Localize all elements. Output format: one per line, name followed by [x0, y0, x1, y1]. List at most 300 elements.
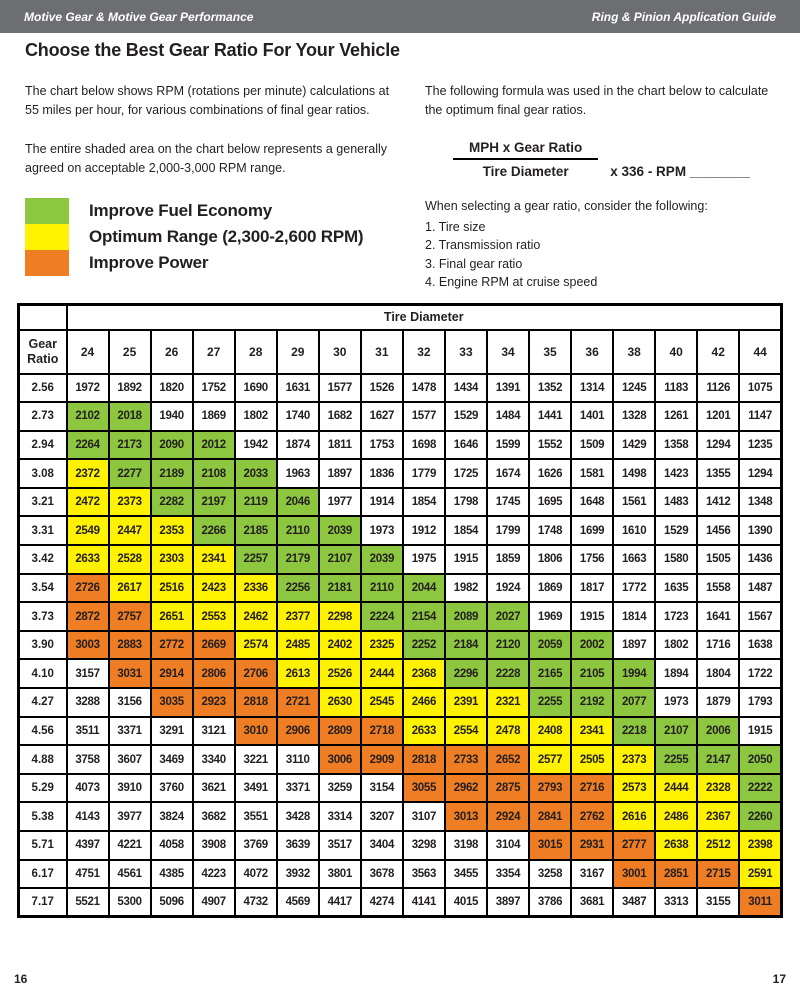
rpm-cell: 2777: [613, 831, 655, 860]
rpm-cell: 1806: [529, 545, 571, 574]
rpm-cell: 1982: [445, 574, 487, 603]
rpm-cell: 1804: [697, 659, 739, 688]
rpm-cell: 3758: [67, 745, 109, 774]
rpm-cell: 2462: [235, 602, 277, 631]
rpm-cell: 2391: [445, 688, 487, 717]
tire-diameter-col-header: 24: [67, 330, 109, 374]
rpm-cell: 1994: [613, 659, 655, 688]
rpm-cell: 2367: [697, 802, 739, 831]
rpm-cell: 1854: [403, 488, 445, 517]
rpm-cell: 1235: [739, 431, 781, 460]
rpm-cell: 3221: [235, 745, 277, 774]
rpm-cell: 1748: [529, 516, 571, 545]
rpm-cell: 1663: [613, 545, 655, 574]
rpm-cell: 2108: [193, 459, 235, 488]
rpm-cell: 4561: [109, 860, 151, 889]
table-row: [19, 631, 782, 660]
tire-diameter-col-header: 40: [655, 330, 697, 374]
rpm-cell: 3314: [319, 802, 361, 831]
formula-column: [425, 82, 780, 292]
rpm-cell: 2341: [193, 545, 235, 574]
rpm-cell: 1391: [487, 374, 529, 403]
rpm-cell: 2466: [403, 688, 445, 717]
rpm-cell: 4073: [67, 774, 109, 803]
rpm-cell: 1558: [697, 574, 739, 603]
rpm-table: [17, 303, 783, 918]
table-row: [19, 431, 782, 460]
rpm-cell: 1752: [193, 374, 235, 403]
rpm-cell: 1745: [487, 488, 529, 517]
rpm-cell: 2252: [403, 631, 445, 660]
rpm-cell: 1484: [487, 402, 529, 431]
rpm-cell: 1456: [697, 516, 739, 545]
rpm-cell: 2875: [487, 774, 529, 803]
table-row: [19, 459, 782, 488]
rpm-cell: 1434: [445, 374, 487, 403]
rpm-cell: 4141: [403, 888, 445, 917]
rpm-cell: 1627: [361, 402, 403, 431]
rpm-cell: 1963: [277, 459, 319, 488]
gear-ratio-cell: 3.21: [19, 488, 67, 517]
gear-ratio-cell: 2.94: [19, 431, 67, 460]
rpm-cell: 1859: [487, 545, 529, 574]
tire-diameter-header: Tire Diameter: [67, 305, 782, 330]
rpm-cell: 2526: [319, 659, 361, 688]
rpm-cell: 1245: [613, 374, 655, 403]
rpm-cell: 1969: [529, 602, 571, 631]
rpm-cell: 1567: [739, 602, 781, 631]
rpm-cell: 1725: [445, 459, 487, 488]
rpm-cell: 1753: [361, 431, 403, 460]
considerations-list: [425, 218, 780, 292]
rpm-cell: 1817: [571, 574, 613, 603]
formula: [453, 140, 780, 179]
rpm-cell: 2033: [235, 459, 277, 488]
rpm-cell: 2018: [109, 402, 151, 431]
rpm-cell: 2715: [697, 860, 739, 889]
rpm-cell: 1478: [403, 374, 445, 403]
rpm-cell: 1942: [235, 431, 277, 460]
rpm-cell: 1646: [445, 431, 487, 460]
table-row: [19, 831, 782, 860]
rpm-cell: 2841: [529, 802, 571, 831]
rpm-cell: 3291: [151, 717, 193, 746]
rpm-cell: 2423: [193, 574, 235, 603]
rpm-cell: 2184: [445, 631, 487, 660]
rpm-cell: 2107: [319, 545, 361, 574]
legend-label: Optimum Range (2,300-2,600 RPM): [89, 226, 364, 246]
rpm-cell: 2716: [571, 774, 613, 803]
table-row: [19, 602, 782, 631]
tire-diameter-col-header: 30: [319, 330, 361, 374]
rpm-cell: 2923: [193, 688, 235, 717]
rpm-cell: 2264: [67, 431, 109, 460]
rpm-cell: 3910: [109, 774, 151, 803]
rpm-cell: 1429: [613, 431, 655, 460]
rpm-cell: 1973: [361, 516, 403, 545]
rpm-cell: 3487: [613, 888, 655, 917]
rpm-cell: 1915: [571, 602, 613, 631]
rpm-cell: 1561: [613, 488, 655, 517]
rpm-cell: 2793: [529, 774, 571, 803]
rpm-cell: 2102: [67, 402, 109, 431]
rpm-cell: 1814: [613, 602, 655, 631]
rpm-cell: 1915: [739, 717, 781, 746]
rpm-cell: 2924: [487, 802, 529, 831]
gear-ratio-cell: 4.27: [19, 688, 67, 717]
rpm-cell: 3371: [109, 717, 151, 746]
rpm-cell: 3155: [697, 888, 739, 917]
rpm-cell: 3001: [613, 860, 655, 889]
rpm-cell: 3010: [235, 717, 277, 746]
table-row: [19, 888, 782, 917]
rpm-cell: 3198: [445, 831, 487, 860]
rpm-cell: 1874: [277, 431, 319, 460]
rpm-cell: 2706: [235, 659, 277, 688]
rpm-cell: 2185: [235, 516, 277, 545]
page-number-right: 17: [772, 972, 786, 986]
rpm-cell: 3156: [109, 688, 151, 717]
rpm-cell: 3015: [529, 831, 571, 860]
rpm-cell: 1529: [655, 516, 697, 545]
rpm-cell: 2218: [613, 717, 655, 746]
rpm-cell: 3428: [277, 802, 319, 831]
legend-item-improve-fuel-economy: [25, 198, 395, 224]
page-number-left: 16: [14, 972, 28, 986]
rpm-cell: 2485: [277, 631, 319, 660]
rpm-cell: 3258: [529, 860, 571, 889]
rpm-cell: 2328: [697, 774, 739, 803]
table-row: [19, 659, 782, 688]
rpm-cell: 1487: [739, 574, 781, 603]
legend-swatch-improve-power: [25, 250, 69, 276]
rpm-cell: 3288: [67, 688, 109, 717]
rpm-cell: 2266: [193, 516, 235, 545]
rpm-cell: 2006: [697, 717, 739, 746]
rpm-cell: 3313: [655, 888, 697, 917]
rpm-cell: 3678: [361, 860, 403, 889]
tire-diameter-col-header: 26: [151, 330, 193, 374]
rpm-cell: 2633: [403, 717, 445, 746]
gear-ratio-header: Gear Ratio: [19, 330, 67, 374]
rpm-cell: 3682: [193, 802, 235, 831]
rpm-cell: 2528: [109, 545, 151, 574]
rpm-cell: 2652: [487, 745, 529, 774]
table-row: [19, 745, 782, 774]
rpm-cell: 2059: [529, 631, 571, 660]
rpm-cell: 3824: [151, 802, 193, 831]
rpm-cell: 1912: [403, 516, 445, 545]
table-row: [19, 860, 782, 889]
table-row: [19, 488, 782, 517]
rpm-cell: 2914: [151, 659, 193, 688]
rpm-cell: 1869: [193, 402, 235, 431]
when-selecting-text: When selecting a gear ratio, consider the following:: [425, 198, 708, 213]
rpm-cell: 3786: [529, 888, 571, 917]
rpm-cell: 3340: [193, 745, 235, 774]
rpm-cell: 2325: [361, 631, 403, 660]
rpm-cell: 1973: [655, 688, 697, 717]
header-left-title: Motive Gear & Motive Gear Performance: [24, 9, 254, 24]
rpm-cell: 1401: [571, 402, 613, 431]
rpm-cell: 2591: [739, 860, 781, 889]
rpm-cell: 1441: [529, 402, 571, 431]
gear-ratio-cell: 3.73: [19, 602, 67, 631]
consideration-item: 2. Transmission ratio: [425, 238, 541, 252]
rpm-cell: 2851: [655, 860, 697, 889]
rpm-cell: 3932: [277, 860, 319, 889]
gear-ratio-cell: 4.56: [19, 717, 67, 746]
gear-ratio-cell: 3.31: [19, 516, 67, 545]
rpm-cell: 2303: [151, 545, 193, 574]
formula-denominator: Tire Diameter: [482, 163, 569, 179]
rpm-cell: 2906: [277, 717, 319, 746]
rpm-cell: 1723: [655, 602, 697, 631]
rpm-cell: 4397: [67, 831, 109, 860]
formula-suffix: x 336 - RPM ________: [610, 163, 750, 179]
rpm-cell: 3469: [151, 745, 193, 774]
legend-label: Improve Fuel Economy: [89, 200, 273, 220]
rpm-cell: 1126: [697, 374, 739, 403]
intro-paragraph-2: The entire shaded area on the chart below represents a generally agreed on acceptable 2,000-3,000 RPM range.: [25, 141, 388, 176]
rpm-cell: 4221: [109, 831, 151, 860]
rpm-cell: 3154: [361, 774, 403, 803]
rpm-cell: 1610: [613, 516, 655, 545]
consideration-item: 4. Engine RPM at cruise speed: [425, 275, 598, 289]
rpm-cell: 4274: [361, 888, 403, 917]
tire-diameter-col-header: 31: [361, 330, 403, 374]
rpm-cell: 2039: [361, 545, 403, 574]
rpm-cell: 2757: [109, 602, 151, 631]
rpm-table-wrapper: [17, 303, 783, 918]
gear-ratio-cell: 4.88: [19, 745, 67, 774]
rpm-cell: 2110: [277, 516, 319, 545]
rpm-cell: 2077: [613, 688, 655, 717]
rpm-cell: 2818: [235, 688, 277, 717]
rpm-cell: 3003: [67, 631, 109, 660]
rpm-cell: 3607: [109, 745, 151, 774]
rpm-cell: 4732: [235, 888, 277, 917]
page-title: Choose the Best Gear Ratio For Your Vehicle: [25, 40, 400, 60]
rpm-cell: 5096: [151, 888, 193, 917]
rpm-cell: 3760: [151, 774, 193, 803]
rpm-cell: 1648: [571, 488, 613, 517]
gear-ratio-cell: 3.54: [19, 574, 67, 603]
rpm-cell: 2192: [571, 688, 613, 717]
rpm-cell: 1682: [319, 402, 361, 431]
rpm-cell: 3404: [361, 831, 403, 860]
rpm-cell: 2110: [361, 574, 403, 603]
rpm-cell: 2179: [277, 545, 319, 574]
rpm-cell: 2638: [655, 831, 697, 860]
rpm-cell: 2630: [319, 688, 361, 717]
rpm-cell: 2154: [403, 602, 445, 631]
rpm-cell: 2398: [739, 831, 781, 860]
table-row: [19, 774, 782, 803]
rpm-cell: 1740: [277, 402, 319, 431]
rpm-cell: 1836: [361, 459, 403, 488]
rpm-cell: 5521: [67, 888, 109, 917]
rpm-cell: 2577: [529, 745, 571, 774]
formula-numerator: MPH x Gear Ratio: [453, 140, 598, 160]
table-row: [19, 545, 782, 574]
tire-diameter-col-header: 33: [445, 330, 487, 374]
rpm-cell: 2478: [487, 717, 529, 746]
rpm-cell: 2044: [403, 574, 445, 603]
rpm-cell: 2505: [571, 745, 613, 774]
rpm-cell: 2472: [67, 488, 109, 517]
rpm-cell: 3681: [571, 888, 613, 917]
rpm-cell: 2027: [487, 602, 529, 631]
rpm-cell: 2173: [109, 431, 151, 460]
rpm-cell: 4223: [193, 860, 235, 889]
rpm-cell: 2762: [571, 802, 613, 831]
rpm-cell: 3006: [319, 745, 361, 774]
rpm-cell: 3121: [193, 717, 235, 746]
rpm-cell: 1972: [67, 374, 109, 403]
rpm-cell: 4072: [235, 860, 277, 889]
rpm-cell: 4417: [319, 888, 361, 917]
rpm-cell: 1894: [655, 659, 697, 688]
rpm-cell: 2222: [739, 774, 781, 803]
legend: [25, 198, 395, 276]
rpm-cell: 3639: [277, 831, 319, 860]
rpm-cell: 2120: [487, 631, 529, 660]
rpm-cell: 1820: [151, 374, 193, 403]
rpm-cell: 1509: [571, 431, 613, 460]
rpm-cell: 1897: [613, 631, 655, 660]
rpm-cell: 3107: [403, 802, 445, 831]
rpm-cell: 3055: [403, 774, 445, 803]
rpm-cell: 2516: [151, 574, 193, 603]
rpm-cell: 2669: [193, 631, 235, 660]
rpm-cell: 3491: [235, 774, 277, 803]
rpm-cell: 1147: [739, 402, 781, 431]
rpm-cell: 2256: [277, 574, 319, 603]
rpm-cell: 1505: [697, 545, 739, 574]
rpm-cell: 2105: [571, 659, 613, 688]
rpm-cell: 3011: [739, 888, 781, 917]
rpm-cell: 2909: [361, 745, 403, 774]
rpm-cell: 2228: [487, 659, 529, 688]
tire-diameter-col-header: 35: [529, 330, 571, 374]
rpm-cell: 3563: [403, 860, 445, 889]
rpm-cell: 1436: [739, 545, 781, 574]
tire-diameter-col-header: 27: [193, 330, 235, 374]
rpm-cell: 1641: [697, 602, 739, 631]
gear-ratio-cell: 2.56: [19, 374, 67, 403]
rpm-cell: 4143: [67, 802, 109, 831]
rpm-cell: 2883: [109, 631, 151, 660]
rpm-cell: 2733: [445, 745, 487, 774]
rpm-cell: 1635: [655, 574, 697, 603]
rpm-cell: 3031: [109, 659, 151, 688]
rpm-cell: 1577: [403, 402, 445, 431]
rpm-cell: 3104: [487, 831, 529, 860]
rpm-cell: 1798: [445, 488, 487, 517]
rpm-cell: 1695: [529, 488, 571, 517]
rpm-cell: 1772: [613, 574, 655, 603]
rpm-cell: 2553: [193, 602, 235, 631]
rpm-cell: 1892: [109, 374, 151, 403]
legend-label: Improve Power: [89, 252, 209, 272]
formula-intro: The following formula was used in the chart below to calculate the optimum final gear ratios.: [425, 84, 769, 118]
rpm-cell: 3207: [361, 802, 403, 831]
rpm-cell: 1261: [655, 402, 697, 431]
rpm-cell: 3167: [571, 860, 613, 889]
rpm-cell: 1897: [319, 459, 361, 488]
rpm-cell: 3455: [445, 860, 487, 889]
rpm-cell: 1352: [529, 374, 571, 403]
rpm-cell: 1914: [361, 488, 403, 517]
table-row: [19, 574, 782, 603]
rpm-cell: 1075: [739, 374, 781, 403]
rpm-cell: 1294: [697, 431, 739, 460]
rpm-cell: 1355: [697, 459, 739, 488]
rpm-cell: 2373: [109, 488, 151, 517]
rpm-cell: 1975: [403, 545, 445, 574]
rpm-cell: 3621: [193, 774, 235, 803]
rpm-cell: 2277: [109, 459, 151, 488]
legend-item-optimum-range: [25, 224, 395, 250]
rpm-cell: 2197: [193, 488, 235, 517]
rpm-cell: 1529: [445, 402, 487, 431]
rpm-cell: 3035: [151, 688, 193, 717]
rpm-cell: 1631: [277, 374, 319, 403]
gear-ratio-cell: 5.38: [19, 802, 67, 831]
rpm-cell: 2447: [109, 516, 151, 545]
rpm-cell: 1390: [739, 516, 781, 545]
rpm-cell: 3977: [109, 802, 151, 831]
gear-ratio-cell: 2.73: [19, 402, 67, 431]
rpm-cell: 2368: [403, 659, 445, 688]
table-row: [19, 374, 782, 403]
intro-paragraph-1: The chart below shows RPM (rotations per minute) calculations at 55 miles per hour, for various combinations of final gear ratios.: [25, 84, 390, 118]
rpm-cell: 1328: [613, 402, 655, 431]
legend-item-improve-power: [25, 250, 395, 276]
rpm-cell: 2721: [277, 688, 319, 717]
tire-diameter-col-header: 34: [487, 330, 529, 374]
table-row: [19, 688, 782, 717]
rpm-cell: 1483: [655, 488, 697, 517]
gear-ratio-cell: 4.10: [19, 659, 67, 688]
rpm-cell: 2772: [151, 631, 193, 660]
rpm-cell: 3801: [319, 860, 361, 889]
rpm-cell: 1779: [403, 459, 445, 488]
rpm-cell: 3013: [445, 802, 487, 831]
table-row: [19, 717, 782, 746]
table-row: [19, 402, 782, 431]
rpm-cell: 2181: [319, 574, 361, 603]
rpm-cell: 1638: [739, 631, 781, 660]
tire-diameter-col-header: 29: [277, 330, 319, 374]
rpm-cell: 1756: [571, 545, 613, 574]
rpm-cell: 2119: [235, 488, 277, 517]
rpm-cell: 2718: [361, 717, 403, 746]
rpm-cell: 1412: [697, 488, 739, 517]
rpm-cell: 2089: [445, 602, 487, 631]
gear-ratio-cell: 5.29: [19, 774, 67, 803]
rpm-cell: 1915: [445, 545, 487, 574]
rpm-cell: 1699: [571, 516, 613, 545]
rpm-cell: 1581: [571, 459, 613, 488]
rpm-cell: 2444: [655, 774, 697, 803]
rpm-cell: 3259: [319, 774, 361, 803]
rpm-cell: 1924: [487, 574, 529, 603]
rpm-cell: 2573: [613, 774, 655, 803]
rpm-cell: 1793: [739, 688, 781, 717]
rpm-cell: 3769: [235, 831, 277, 860]
